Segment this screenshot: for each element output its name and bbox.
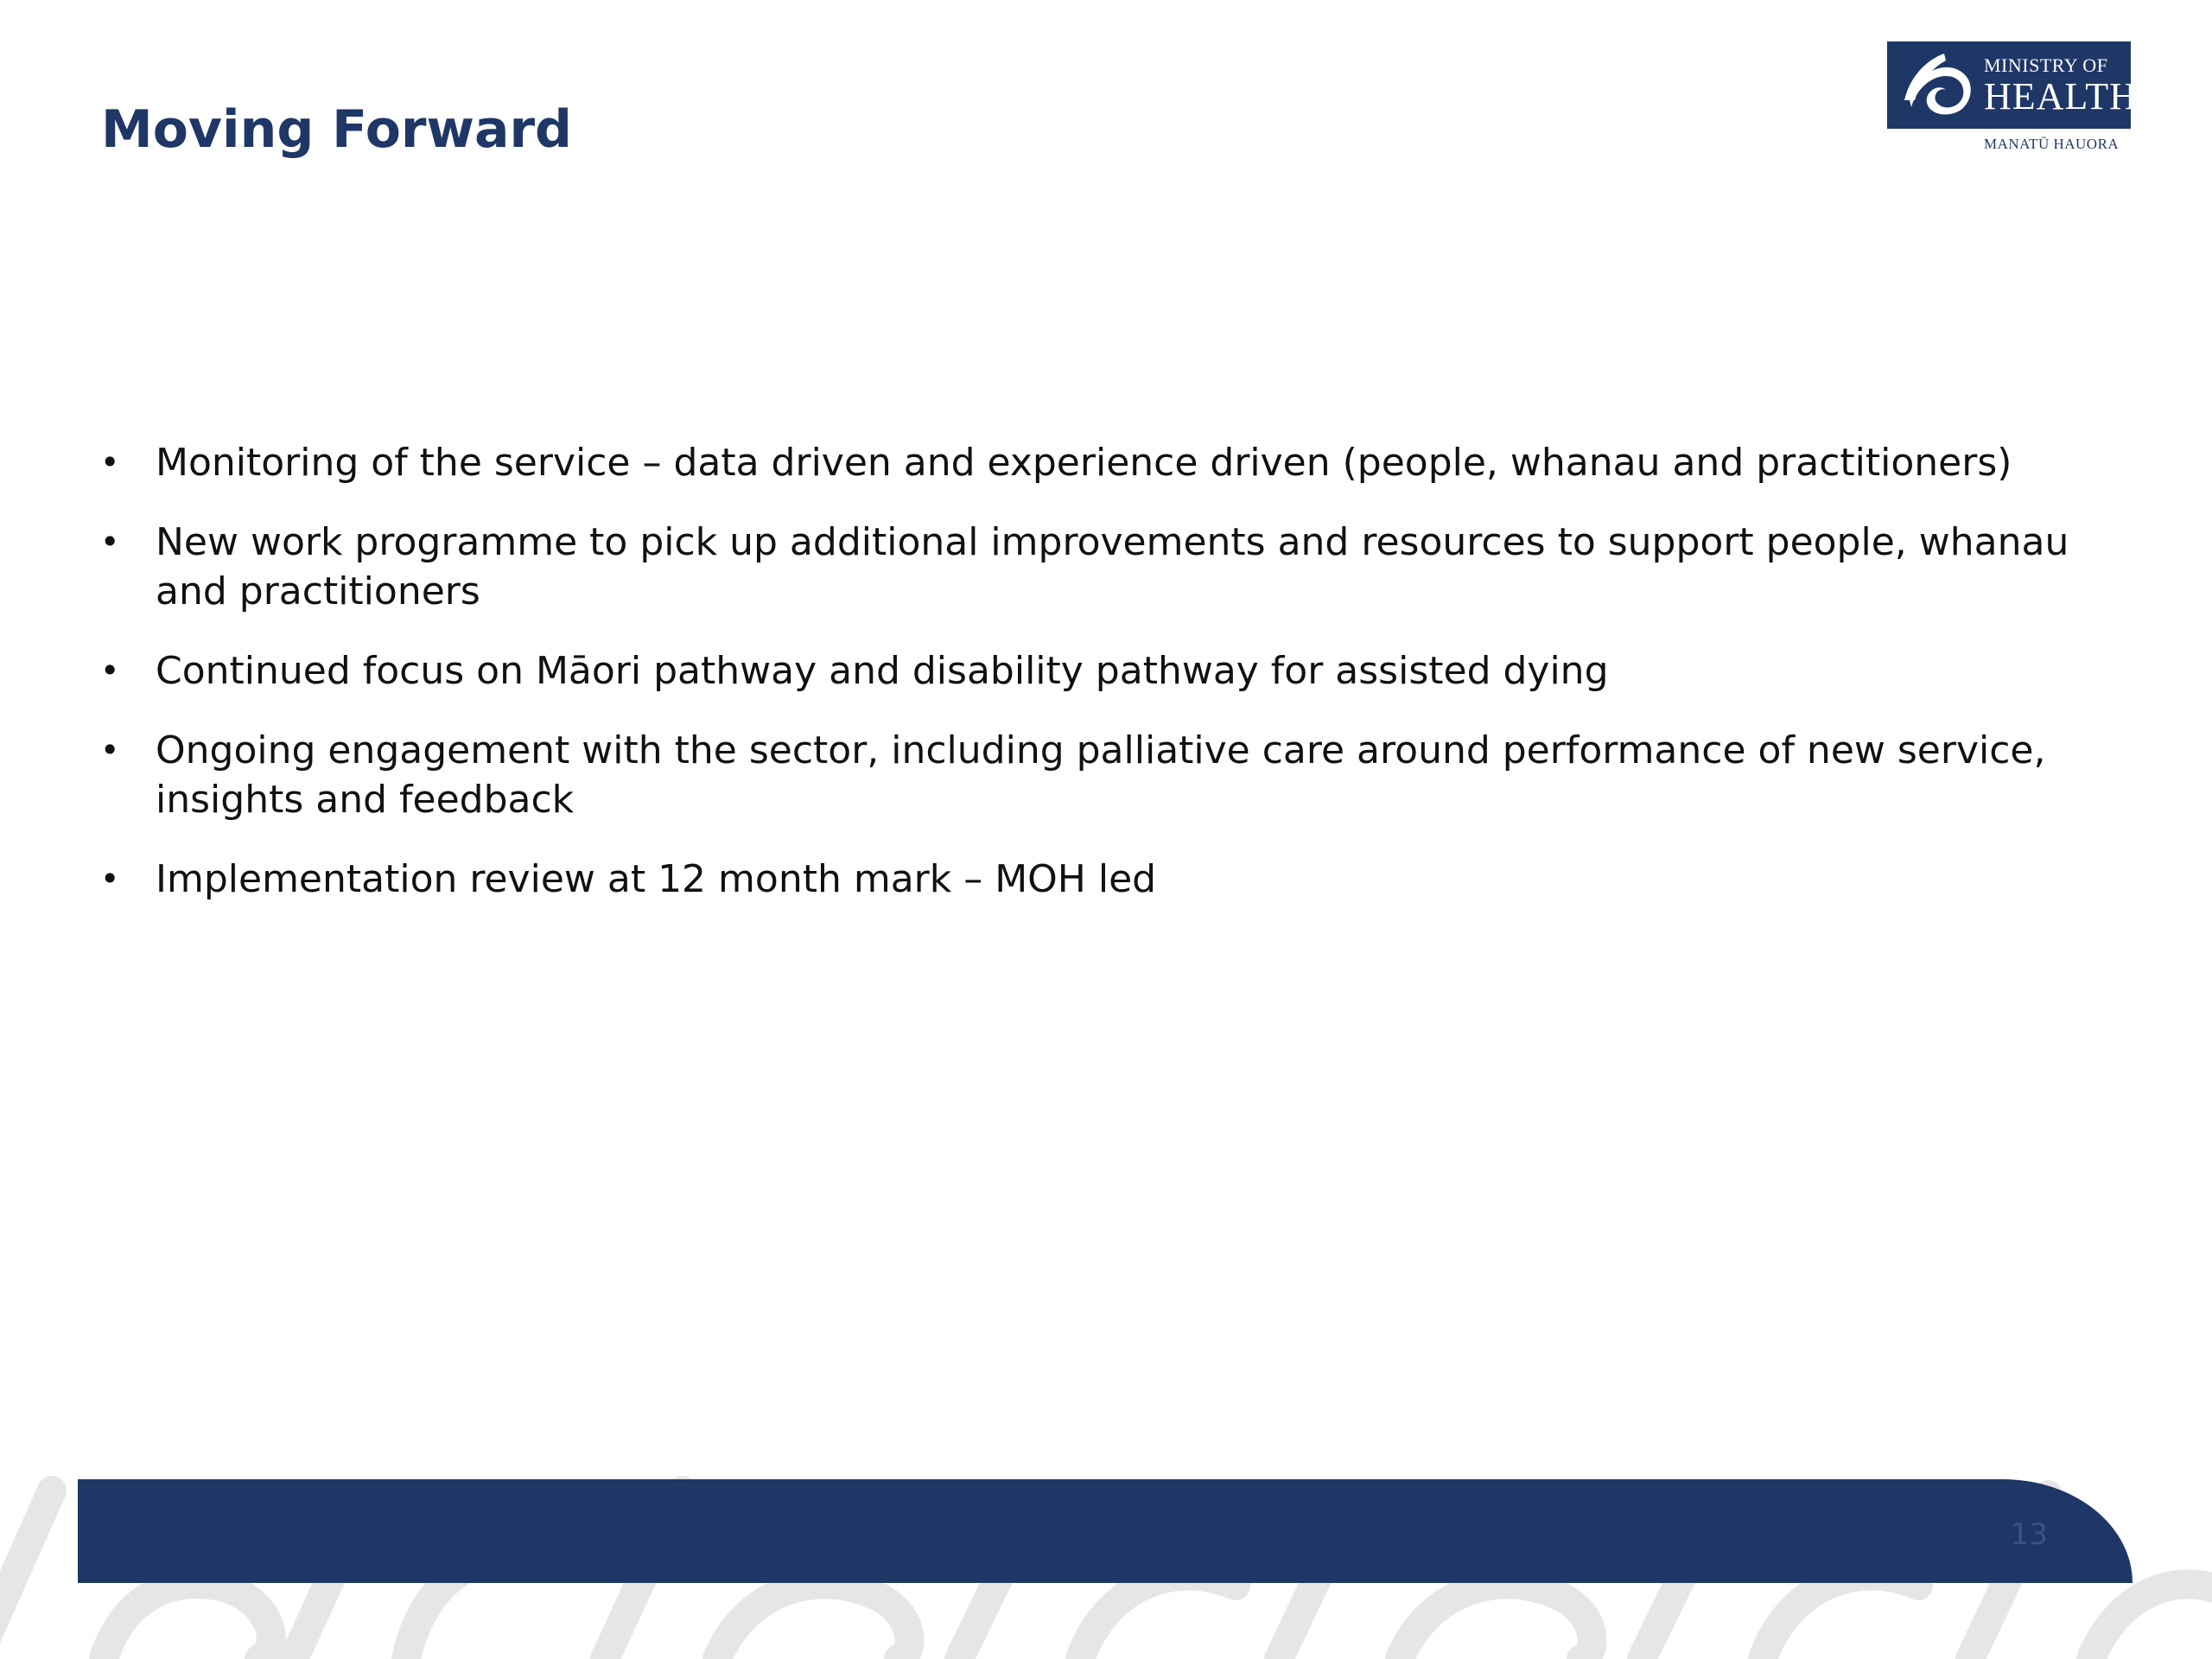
bullet-item: [95, 726, 2082, 824]
bullet-item: [95, 518, 2082, 616]
bullet-dot-icon: •: [100, 652, 120, 690]
bullet-text: Continued focus on Māori pathway and disability pathway for assisted dying: [156, 649, 1609, 693]
bullet-text: Monitoring of the service – data driven and experience driven (people, whanau and practitioners): [156, 441, 2012, 485]
bullet-text: Ongoing engagement with the sector, including palliative care around performance of new service, insights and feedback: [156, 728, 2046, 822]
logo-line-ministry-of: MINISTRY OF: [1984, 54, 2108, 76]
logo-box: [1887, 41, 2138, 129]
bullet-dot-icon: •: [100, 443, 120, 481]
bullet-list: [95, 438, 2082, 934]
bullet-item: [95, 855, 2082, 904]
bullet-dot-icon: •: [100, 731, 120, 769]
page-number: 13: [2010, 1517, 2048, 1552]
logo-line-health: HEALTH: [1984, 75, 2138, 118]
bullet-text: New work programme to pick up additional improvements and resources to support people, whanau and practitioners: [156, 520, 2069, 613]
ministry-of-health-logo: [1887, 41, 2138, 158]
bullet-dot-icon: •: [100, 860, 120, 898]
slide-title: Moving Forward: [101, 99, 572, 160]
footer-bar: [78, 1479, 2133, 1583]
bullet-item: [95, 438, 2082, 487]
logo-subtitle: MANATŪ HAUORA: [1984, 136, 2120, 152]
bullet-item: [95, 646, 2082, 696]
bullet-text: Implementation review at 12 month mark – MOH led: [156, 857, 1157, 901]
ministry-of-health-koru-icon: [1894, 47, 1974, 124]
bullet-dot-icon: •: [100, 523, 120, 561]
